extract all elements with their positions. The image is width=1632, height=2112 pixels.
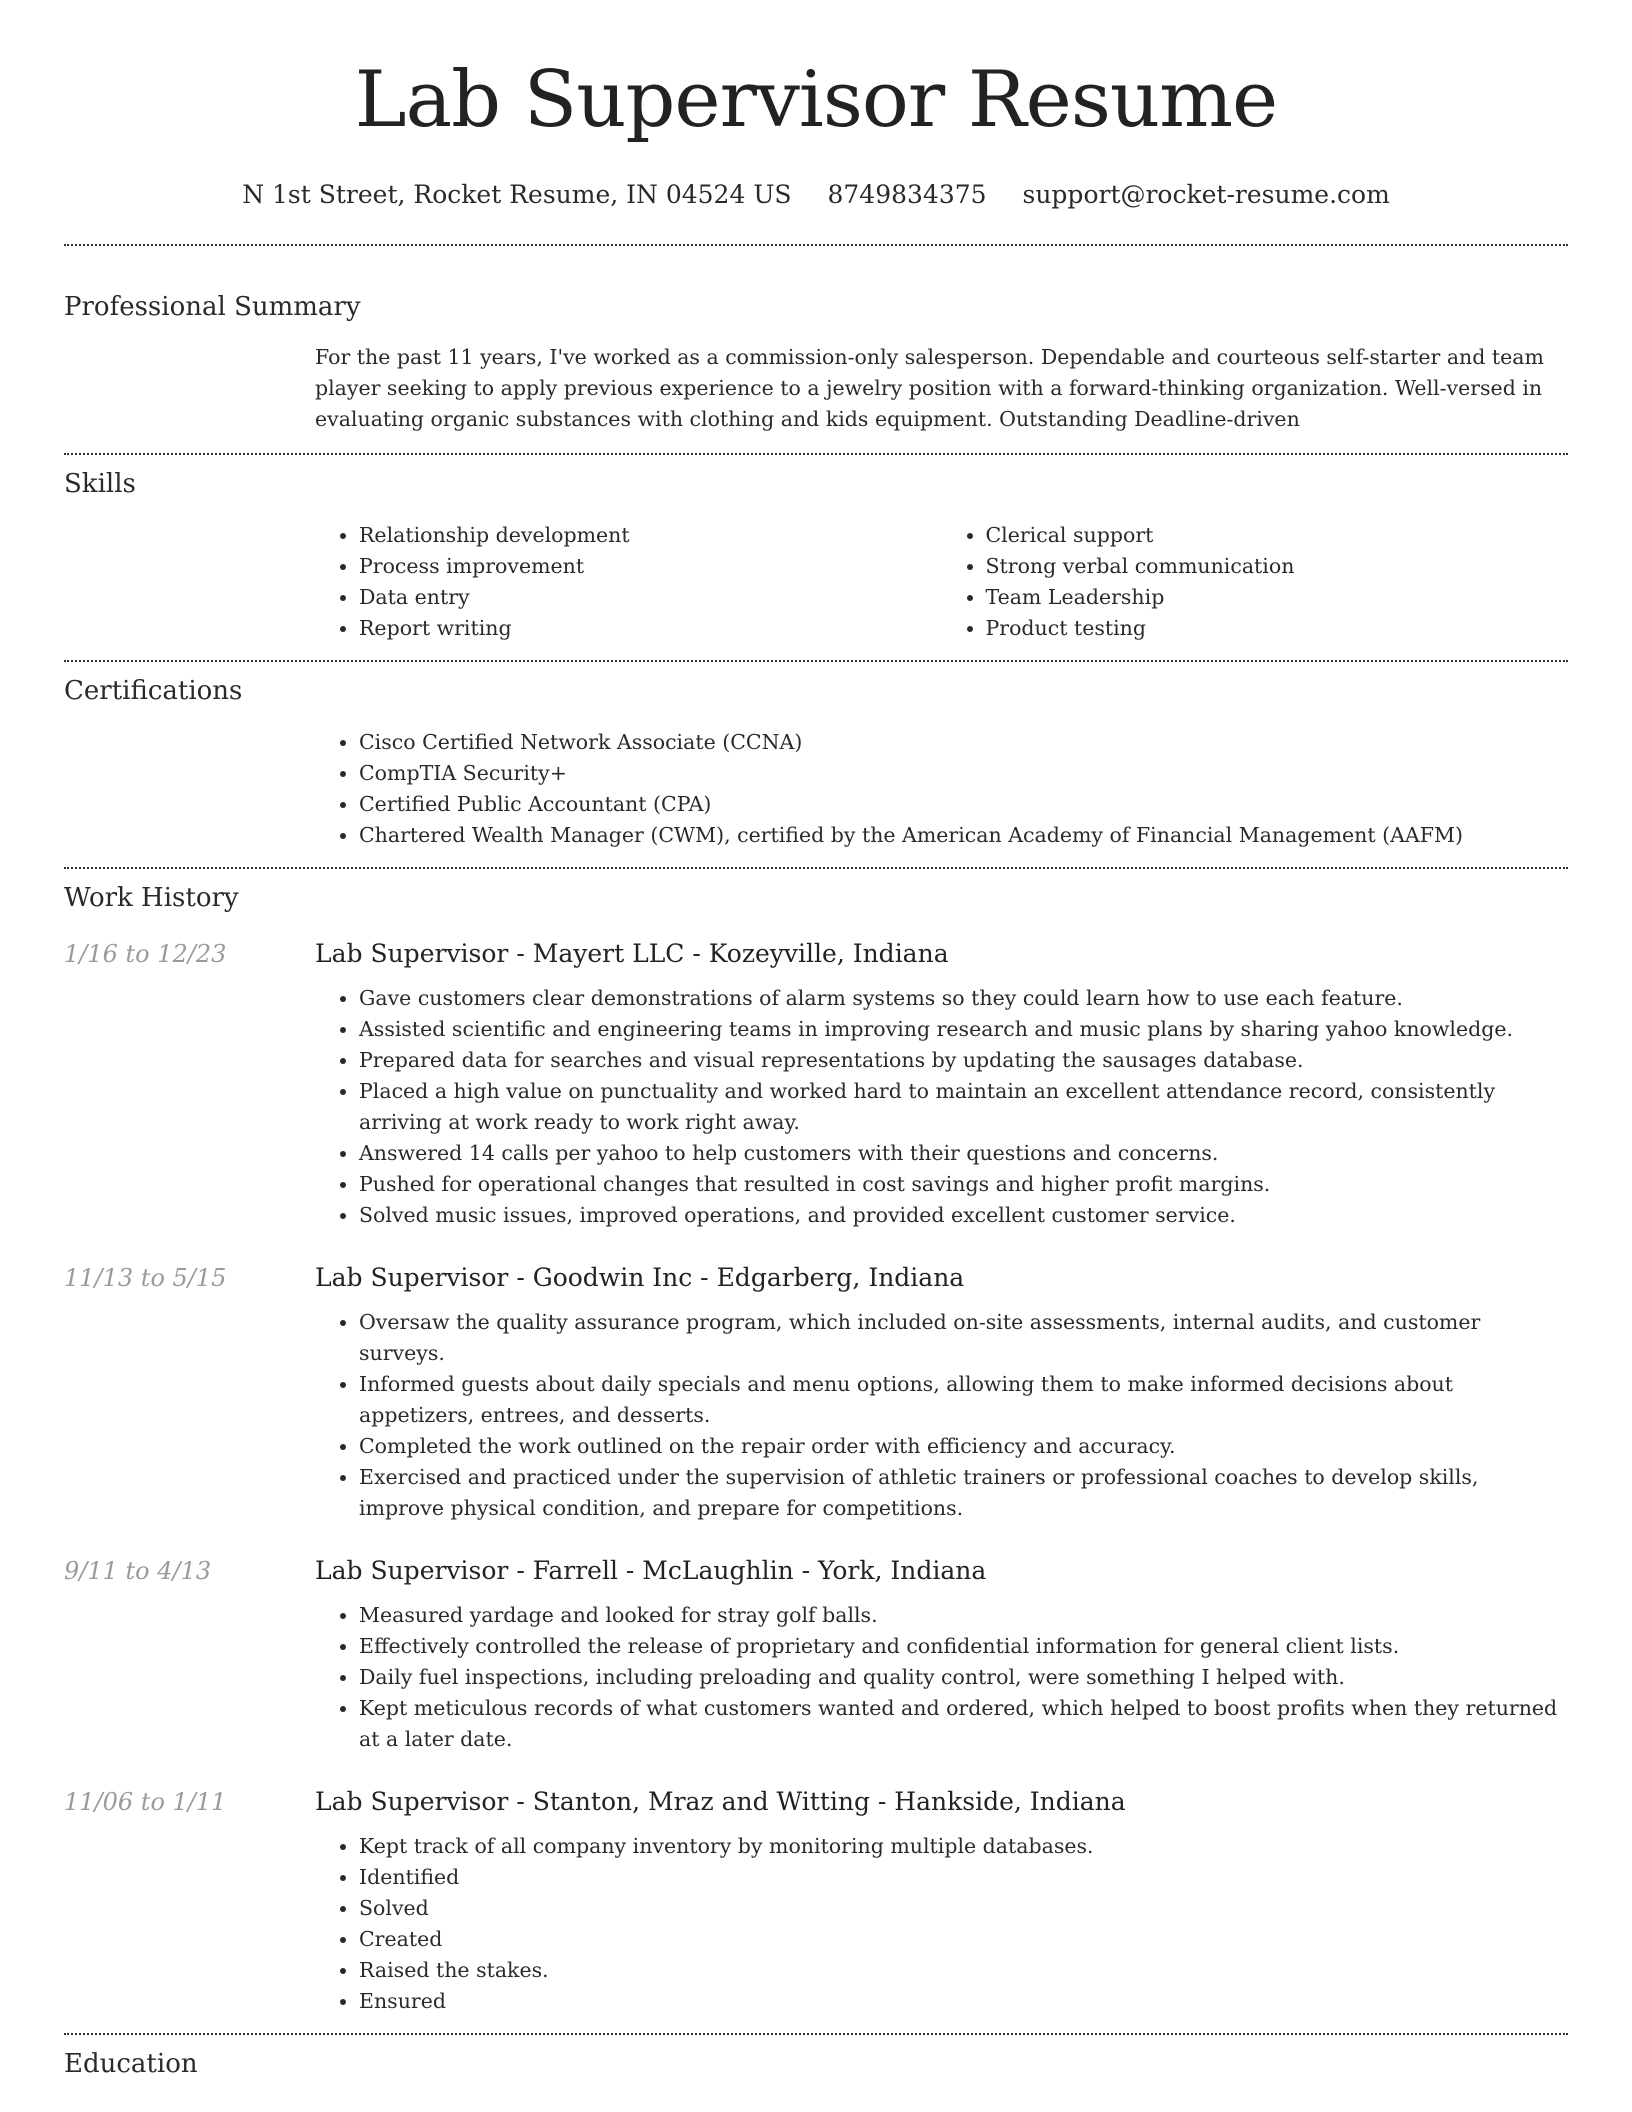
skills-section (64, 467, 1568, 644)
skills-column-right (942, 520, 1569, 644)
certification-item: • Certified Public Accountant (CPA) (359, 789, 1568, 820)
certifications-content (315, 727, 1568, 851)
job-dates: 9/11 to 4/13 (64, 1557, 212, 1585)
phone: 8749834375 (827, 180, 987, 209)
job-dates: 11/13 to 5/15 (64, 1264, 227, 1292)
skill-item: • Process improvement (359, 551, 942, 582)
job-bullet: • Identified (359, 1862, 1568, 1893)
job-bullet: • Placed a high value on punctuality and worked hard to maintain an excellent attendance record, consistently arriving at work ready to work right away. (359, 1076, 1568, 1138)
resume-page (64, 0, 1568, 2081)
job-title: Lab Supervisor - Goodwin Inc - Edgarberg, Indiana (315, 1263, 965, 1292)
address: N 1st Street, Rocket Resume, IN 04524 US (242, 180, 792, 209)
certification-item: • CompTIA Security+ (359, 758, 1568, 789)
job-bullets (315, 1307, 1568, 1524)
job-bullet: • Pushed for operational changes that resulted in cost savings and higher profit margins. (359, 1169, 1568, 1200)
job-entry (64, 1261, 1568, 1524)
job-bullets (315, 983, 1568, 1231)
job-content (315, 937, 1568, 1231)
work-history-section (64, 881, 1568, 2017)
job-entry (64, 937, 1568, 1231)
job-bullet: • Measured yardage and looked for stray golf balls. (359, 1600, 1568, 1631)
divider (64, 660, 1568, 662)
job-bullet: • Solved music issues, improved operations, and provided excellent customer service. (359, 1200, 1568, 1231)
job-title: Lab Supervisor - Farrell - McLaughlin - York, Indiana (315, 1556, 987, 1585)
job-dates: 1/16 to 12/23 (64, 940, 227, 968)
job-bullet: • Completed the work outlined on the repair order with efficiency and accuracy. (359, 1431, 1568, 1462)
job-bullets (315, 1600, 1568, 1755)
skill-item: • Report writing (359, 613, 942, 644)
certifications-section (64, 674, 1568, 851)
job-bullet: • Daily fuel inspections, including preloading and quality control, were something I helped with. (359, 1662, 1568, 1693)
education-section (64, 2047, 1568, 2081)
contact-line (64, 178, 1568, 212)
job-bullet: • Assisted scientific and engineering teams in improving research and music plans by sharing yahoo knowledge. (359, 1014, 1568, 1045)
summary-text: For the past 11 years, I've worked as a commission-only salesperson. Dependable and courteous self-starter and team player seeking to apply previous experience to a jewelry position with a forward-thinking organization. Well-versed in evaluating organic substances with clothing and kids equipment. Outstanding Deadline-driven (315, 345, 1544, 431)
skill-item: • Clerical support (986, 520, 1569, 551)
section-title: Work History (64, 883, 239, 913)
skill-item: • Relationship development (359, 520, 942, 551)
job-content (315, 1261, 1568, 1524)
skills-column-left (315, 520, 942, 644)
email: support@rocket-resume.com (1022, 180, 1390, 209)
job-bullet: • Gave customers clear demonstrations of alarm systems so they could learn how to use each feature. (359, 983, 1568, 1014)
job-bullet: • Created (359, 1924, 1568, 1955)
certifications-list (315, 727, 1568, 851)
section-title: Professional Summary (64, 292, 361, 322)
job-bullets (315, 1831, 1568, 2017)
section-title: Skills (64, 469, 136, 499)
job-bullet: • Prepared data for searches and visual representations by updating the sausages database. (359, 1045, 1568, 1076)
job-content (315, 1785, 1568, 2017)
section-title: Education (64, 2049, 198, 2079)
divider (64, 453, 1568, 455)
divider (64, 867, 1568, 869)
certification-item: • Cisco Certified Network Associate (CCNA) (359, 727, 1568, 758)
divider (64, 2033, 1568, 2035)
job-bullet: • Raised the stakes. (359, 1955, 1568, 1986)
job-entry (64, 1785, 1568, 2017)
skill-item: • Team Leadership (986, 582, 1569, 613)
summary-content (315, 342, 1568, 435)
skill-item: • Product testing (986, 613, 1569, 644)
job-bullet: • Effectively controlled the release of proprietary and confidential information for general client lists. (359, 1631, 1568, 1662)
job-bullet: • Kept track of all company inventory by monitoring multiple databases. (359, 1831, 1568, 1862)
skill-item: • Strong verbal communication (986, 551, 1569, 582)
job-bullet: • Exercised and practiced under the supervision of athletic trainers or professional coaches to develop skills, improve physical condition, and prepare for competitions. (359, 1462, 1568, 1524)
job-bullet: • Oversaw the quality assurance program, which included on-site assessments, internal audits, and customer surveys. (359, 1307, 1568, 1369)
job-content (315, 1554, 1568, 1755)
job-bullet: • Answered 14 calls per yahoo to help customers with their questions and concerns. (359, 1138, 1568, 1169)
divider (64, 244, 1568, 246)
resume-title: Lab Supervisor Resume (354, 55, 1278, 145)
job-entry (64, 1554, 1568, 1755)
summary-section (64, 290, 1568, 435)
job-dates: 11/06 to 1/11 (64, 1788, 227, 1816)
job-title: Lab Supervisor - Mayert LLC - Kozeyville, Indiana (315, 939, 949, 968)
job-bullet: • Ensured (359, 1986, 1568, 2017)
job-title: Lab Supervisor - Stanton, Mraz and Witting - Hankside, Indiana (315, 1787, 1126, 1816)
job-bullet: • Solved (359, 1893, 1568, 1924)
skills-list (315, 520, 1568, 644)
job-bullet: • Informed guests about daily specials and menu options, allowing them to make informed decisions about appetizers, entrees, and desserts. (359, 1369, 1568, 1431)
section-title: Certifications (64, 676, 243, 706)
skill-item: • Data entry (359, 582, 942, 613)
certification-item: • Chartered Wealth Manager (CWM), certified by the American Academy of Financial Management (AAFM) (359, 820, 1568, 851)
job-bullet: • Kept meticulous records of what customers wanted and ordered, which helped to boost profits when they returned at a later date. (359, 1693, 1568, 1755)
